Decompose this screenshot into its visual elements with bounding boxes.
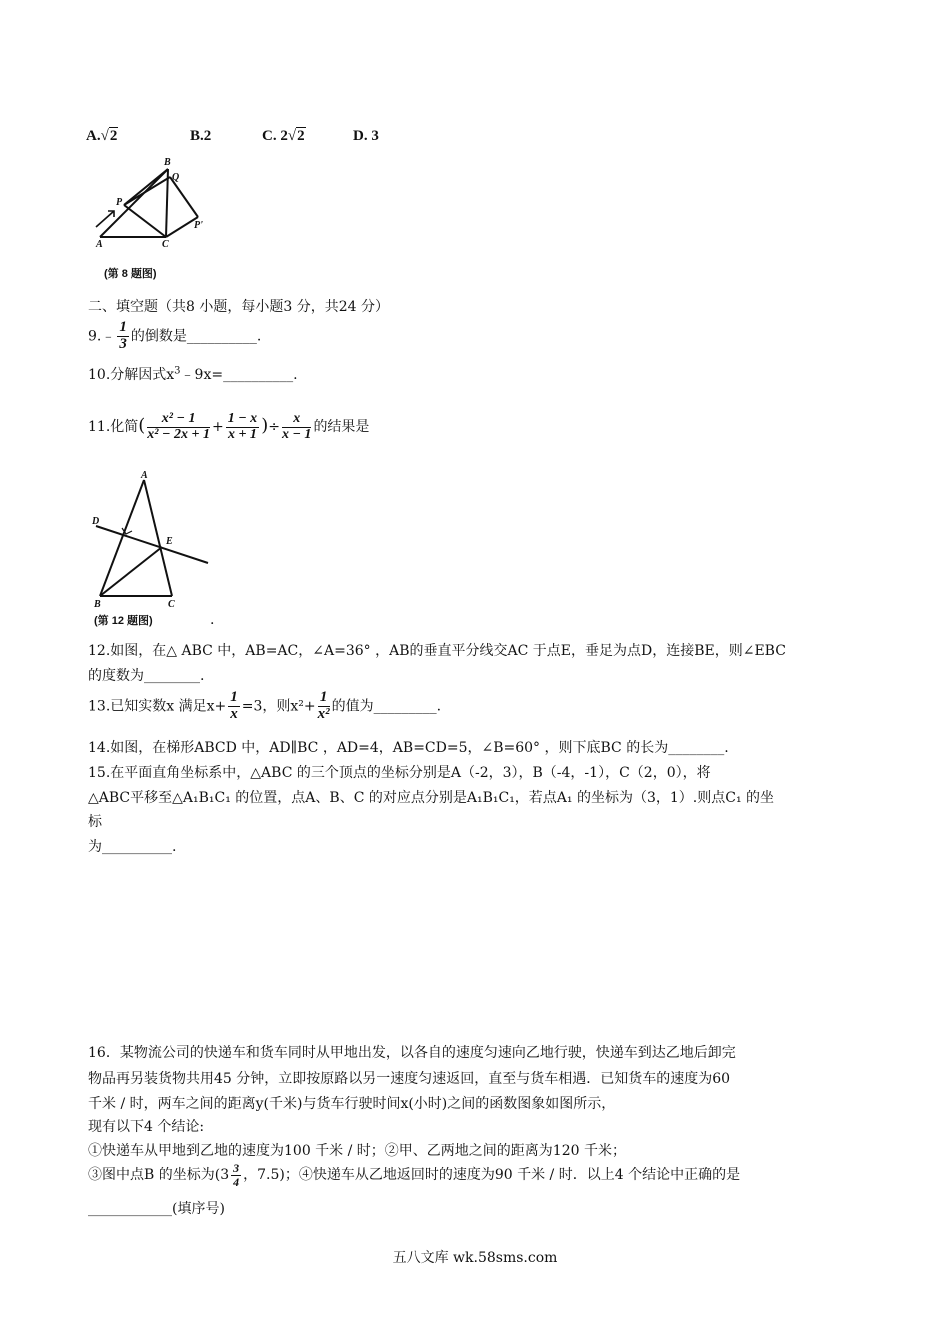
q13-prefix: 13.已知实数x 满足x+: [88, 698, 227, 715]
q11-fraction-2: [226, 412, 259, 442]
q13-fraction-1: [228, 690, 240, 723]
question-16-line-3: 千米 / 时，两车之间的距离y(千米)与货车行驶时间x(小时)之间的函数图象如图所示，: [88, 1096, 616, 1112]
question-16-line-5: ①快递车从甲地到乙地的速度为100 千米 / 时；②甲、乙两地之间的距离为120 千米；: [88, 1143, 626, 1159]
q11-paren-open: (: [138, 415, 146, 437]
q13-suffix: 的值为_________.: [331, 698, 442, 715]
q13-den-2: x²: [317, 705, 330, 722]
section-title: 二、填空题（共8 小题，每小题3 分，共24 分）: [88, 299, 389, 315]
figure-8: [88, 155, 218, 250]
figure-12: [88, 468, 213, 608]
q13-num-1: 1: [230, 689, 238, 705]
fig12-label-b: B: [94, 599, 101, 608]
option-a-label: A.: [86, 128, 101, 144]
q16-fraction: [231, 1162, 241, 1188]
question-16-line-1: 16．某物流公司的快递车和货车同时从甲地出发，以各自的速度匀速向乙地行驶，快递车到达乙地后卸完: [88, 1045, 736, 1061]
figure-8-caption: (第 8 题图): [104, 268, 157, 280]
q11-plus: +: [211, 419, 224, 436]
question-10: [88, 364, 298, 384]
option-c-radicand: 2: [297, 128, 305, 144]
q9-prefix: 9.﹣: [88, 328, 116, 345]
q9-suffix: 的倒数是__________.: [130, 328, 262, 345]
fig12-label-e: E: [166, 536, 173, 547]
q11-f2-num: 1 − x: [227, 411, 258, 426]
question-14: 14.如图，在梯形ABCD 中，AD∥BC ，AD=4，AB=CD=5，∠B=60° ，则下底BC 的长为________.: [88, 740, 729, 756]
q11-divide: ÷: [268, 419, 280, 436]
q16-line6-prefix: ③图中点B 的坐标为(3: [88, 1167, 230, 1184]
question-15-line-4: 为__________.: [88, 839, 177, 855]
q9-fraction: [117, 320, 129, 353]
q13-den-1: x: [230, 705, 238, 722]
q10-exponent: 3: [174, 365, 181, 377]
q16-frac-num: 3: [233, 1161, 240, 1175]
q16-line6-suffix: ，7.5)；④快递车从乙地返回时的速度为90 千米 / 时．以上4 个结论中正确的是: [243, 1167, 741, 1184]
figure-12-caption: (第 12 题图): [94, 615, 153, 627]
question-15-line-2: △ABC平移至△A₁B₁C₁ 的位置，点A、B、C 的对应点分别是A₁B₁C₁，若点A₁ 的坐标为（3，1）.则点C₁ 的坐: [88, 790, 775, 806]
q9-denominator: 3: [119, 335, 127, 352]
fig8-label-q: Q: [172, 172, 180, 183]
fig8-label-p: P: [116, 197, 123, 208]
q13-mid: =3，则x²+: [241, 698, 316, 715]
q11-fraction-1: [147, 412, 210, 442]
fig8-label-c: C: [162, 239, 169, 250]
q11-paren-close: ): [261, 415, 269, 437]
q11-f3-num: x: [282, 412, 311, 428]
question-12-line-2: 的度数为________.: [88, 668, 205, 684]
figure-12-dot: .: [210, 612, 215, 628]
q9-numerator: 1: [119, 319, 127, 335]
question-12-line-1: 12.如图，在△ ABC 中，AB=AC，∠A=36° ，AB的垂直平分线交AC 于点E，垂足为点D，连接BE，则∠EBC: [88, 643, 786, 659]
option-c: [262, 128, 306, 145]
option-a-radicand: 2: [109, 128, 118, 144]
sqrt-symbol: √: [287, 128, 297, 144]
question-16-line-7: ____________(填序号): [88, 1201, 225, 1217]
footer-watermark: 五八文库 wk.58sms.com: [392, 1250, 558, 1266]
q10-suffix: ﹣9x=__________.: [180, 367, 298, 383]
q13-fraction-2: [318, 690, 330, 723]
question-9: [88, 320, 261, 353]
fig12-label-c: C: [168, 599, 175, 608]
question-15-line-1: 15.在平面直角坐标系中，△ABC 的三个顶点的坐标分别是A（-2，3），B（-4，-1），C（2，0），将: [88, 765, 711, 781]
q11-prefix: 11.化简: [88, 419, 139, 436]
fig8-label-b: B: [164, 157, 171, 168]
question-11: [88, 412, 369, 442]
option-b: B.2: [190, 128, 212, 144]
fig8-label-a: A: [96, 239, 103, 250]
question-16-line-4: 现有以下4 个结论:: [88, 1119, 205, 1135]
q11-f1-den: x² − 2x + 1: [147, 426, 210, 442]
q11-f3-den: x − 1: [281, 426, 312, 442]
q11-suffix: 的结果是: [313, 419, 370, 436]
sqrt-symbol: √: [100, 128, 109, 144]
q13-num-2: 1: [318, 690, 330, 707]
q11-fraction-3: [282, 412, 311, 442]
fig12-label-a: A: [141, 470, 148, 481]
q10-prefix: 10.分解因式x: [88, 367, 175, 383]
fig12-label-d: D: [92, 516, 100, 527]
question-16-line-2: 物品再另装货物共用45 分钟，立即按原路以另一速度匀速返回，直至与货车相遇．已知货车的速度为60: [88, 1071, 731, 1087]
fig8-label-p-prime: P': [194, 220, 203, 231]
question-16-line-6: [88, 1162, 740, 1188]
option-c-label: C. 2: [262, 128, 288, 144]
q16-frac-den: 4: [233, 1174, 240, 1189]
question-15-line-3: 标: [88, 814, 102, 830]
q11-f1-num: x² − 1: [147, 412, 210, 428]
question-13: [88, 690, 441, 723]
q11-f2-den: x + 1: [227, 426, 257, 442]
option-a: [86, 128, 118, 145]
option-d: D. 3: [353, 128, 379, 144]
